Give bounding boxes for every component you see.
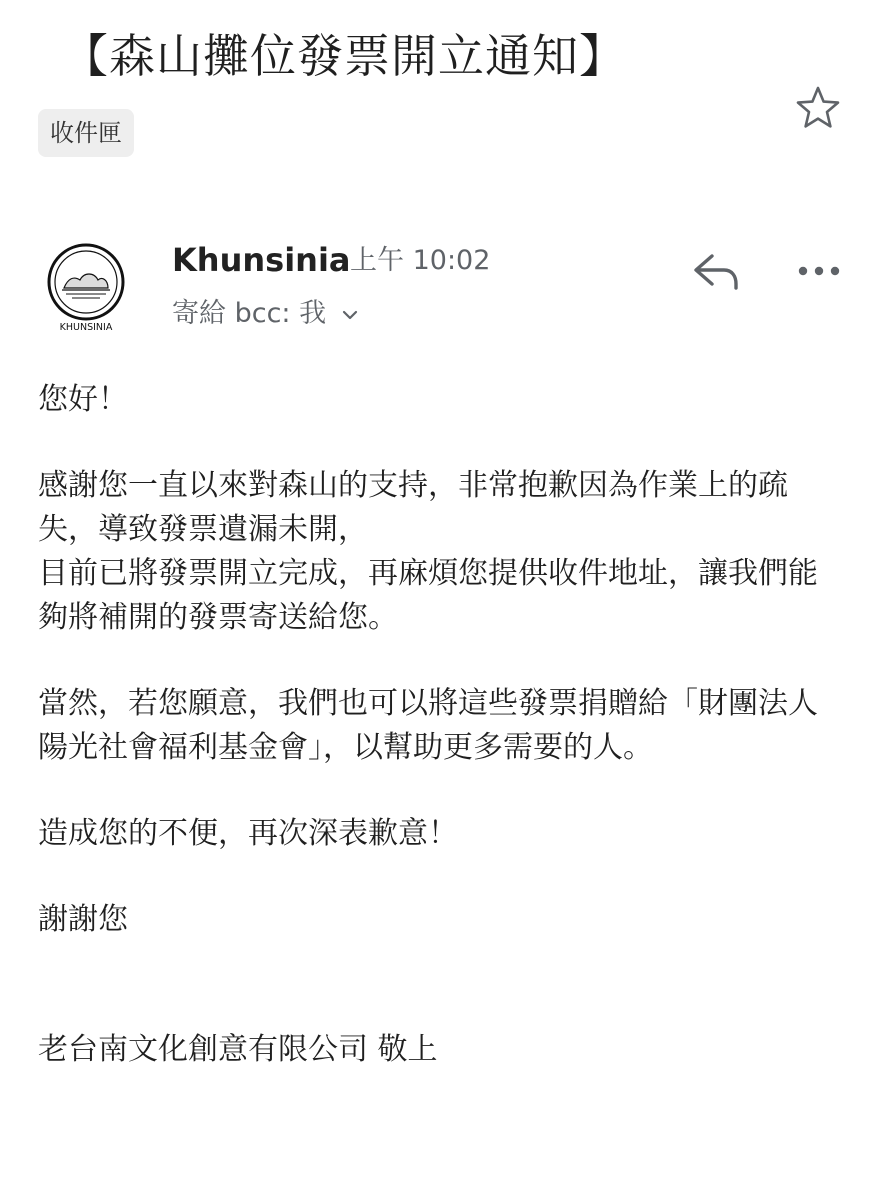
recipients-toggle[interactable] — [172, 293, 359, 335]
inbox-label-chip[interactable]: 收件匣 — [38, 109, 134, 157]
paragraph-1-line-1: 感謝您一直以來對森山的支持，非常抱歉因為作業上的疏 — [38, 468, 788, 503]
sent-time: 上午 10:02 — [350, 245, 491, 276]
paragraph-1-line-4: 夠將補開的發票寄送給您。 — [38, 600, 398, 635]
sender-avatar[interactable] — [44, 240, 128, 340]
avatar-brand-text: KHUNSINIA — [59, 322, 113, 333]
paragraph-2-line-2: 陽光社會福利基金會」，以幫助更多需要的人。 — [38, 730, 653, 765]
star-icon[interactable] — [794, 84, 842, 132]
email-body — [38, 378, 848, 1072]
chevron-down-icon — [341, 306, 359, 324]
thanks-line: 謝謝您 — [38, 902, 128, 937]
paragraph-2-line-1: 當然，若您願意，我們也可以將這些發票捐贈給「財團法人 — [38, 686, 818, 721]
sender-name[interactable]: Khunsinia — [172, 241, 351, 279]
more-options-icon[interactable] — [796, 256, 842, 286]
apology-line: 造成您的不便，再次深表歉意！ — [38, 816, 458, 851]
email-subject: 【森山攤位發票開立通知】 — [62, 29, 626, 83]
signature-line: 老台南文化創意有限公司 敬上 — [38, 1032, 438, 1067]
reply-icon[interactable] — [690, 250, 740, 294]
paragraph-1-line-3: 目前已將發票開立完成，再麻煩您提供收件地址，讓我們能 — [38, 556, 818, 591]
paragraph-1-line-2: 失，導致發票遺漏未開， — [38, 512, 368, 547]
greeting: 您好！ — [38, 382, 128, 417]
recipients-text: 寄給 bcc: 我 — [172, 298, 327, 329]
